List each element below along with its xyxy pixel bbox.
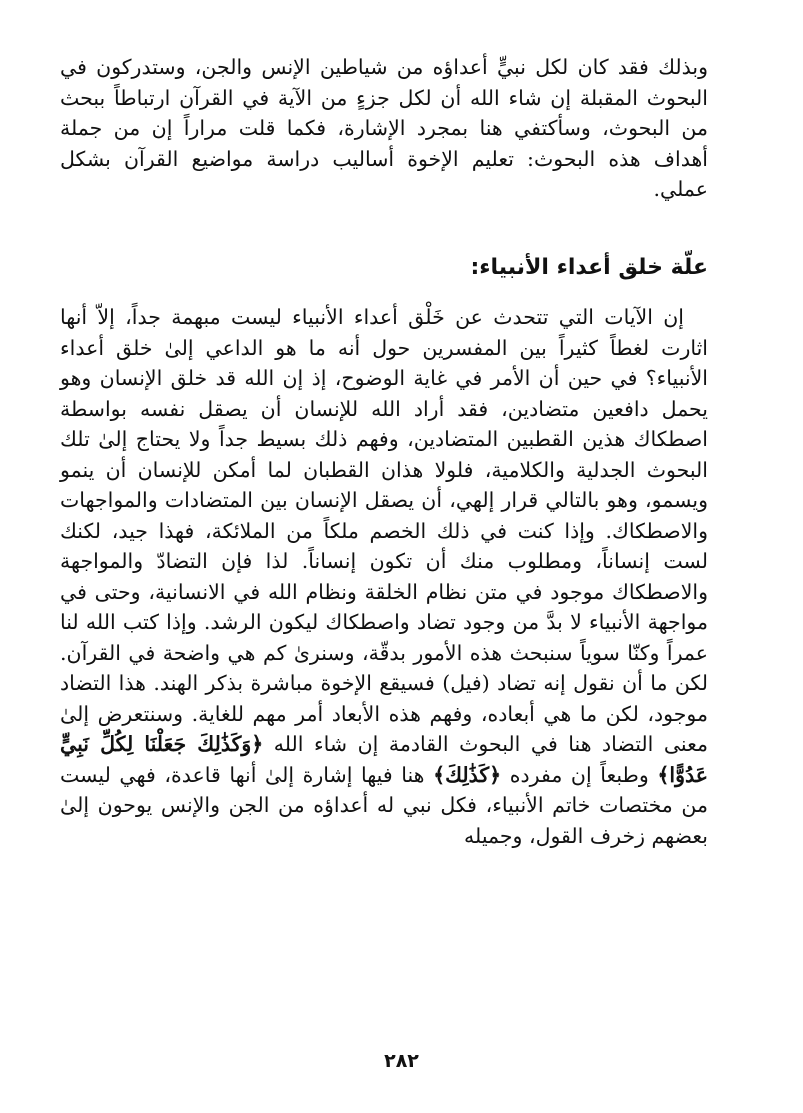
paragraph-main-text-3: هنا فيها إشارة إلىٰ أنها قاعدة، فهي ليست من مختصات خاتم الأنبياء، فكل نبي له أعداؤه من الجن والإنس يوحون إلىٰ بعضهم زخرف القول، وجميله <box>60 762 708 848</box>
quran-verse: ﴿وَكَذَٰلِكَ جَعَلْنَا لِكُلِّ نَبِيٍّ عَدُوًّا﴾ <box>60 732 708 787</box>
page-number: ٢٨٢ <box>384 1050 419 1072</box>
paragraph-intro: وبذلك فقد كان لكل نبيٍّ أعداؤه من شياطين الإنس والجن، وستدركون في البحوث المقبلة إن شاء الله أن لكل جزءٍ من الآية في القرآن ارتباطاً ببحث من البحوث، وسأكتفي هنا بمجرد الإشارة، فكما قلت مراراً إن من جملة أهداف هذه البحوث: تعليم الإخوة أساليب دراسة مواضيع القرآن بشكل عملي. <box>60 55 708 201</box>
section-heading: علّة خلق أعداء الأنبياء: <box>470 255 708 280</box>
paragraph-main <box>60 302 708 851</box>
paragraph-main-text-1: إن الآيات التي تتحدث عن خَلْق أعداء الأنبياء ليست مبهمة جداً، إلاّ أنها اثارت لغطاً كثيراً بين المفسرين حول أنه ما هو الداعي إلىٰ خلق أعداء الأنبياء؟ في حين أن الأمر في غاية الوضوح، إذ إن الله قد خلق الإنسان وهو يحمل دافعين متضادين، فقد أراد الله للإنسان أن يصقل نفسه بواسطة اصطكاك هذين القطبين المتضادين، وفهم ذلك بسيط جداً ولا يحتاج إلىٰ تلك البحوث الجدلية والكلامية، فلولا هذان القطبان لما أمكن للإنسان أن ينمو ويسمو، وهو بالتالي قرار إلهي، أن يصقل الإنسان بين المتضادات والمواجهات والاصطكاك. وإذا كنت في ذلك الخصم ملكاً من الملائكة، فهذا جيد، لكنك لست إنساناً، ومطلوب منك أن تكون إنساناً. لذا فإن التضادّ والمواجهة والاصطكاك موجود في متن نظام الخلقة ونظام الله في الانسانية، وحتى في مواجهة الأنبياء لا بدَّ من وجود تضاد واصطكاك ليكون الرشد. وإذا كتب الله لنا عمراً وكنّا سوياً سنبحث هذه الأمور بدقّة، وسنرىٰ كم هي واضحة في القرآن. لكن ما أن نقول إنه تضاد (فيل) فسيقع الإخوة مباشرة بذكر الهند. هذا التضاد موجود، لكن ما هي أبعاده، وفهم هذه الأبعاد أمر مهم للغاية. وسنتعرض إلىٰ معنى التضاد هنا في البحوث القادمة إن شاء الله <box>60 305 708 756</box>
quran-word: ﴿كَذَٰلِكَ﴾ <box>433 762 502 787</box>
paragraph-main-text-2: وطبعاً إن مفرده <box>509 762 649 787</box>
